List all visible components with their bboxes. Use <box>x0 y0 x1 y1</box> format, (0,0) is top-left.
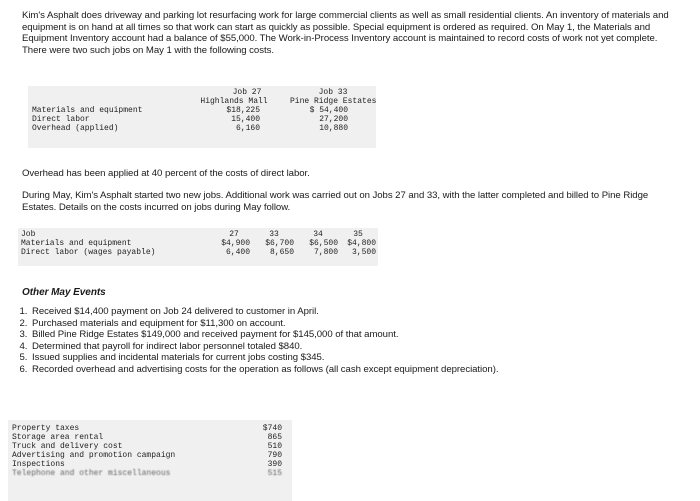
col-job33-number: Job 33 <box>318 88 348 97</box>
col-job33-name: Pine Ridge Estates <box>290 97 377 106</box>
job-col-header: 34 <box>313 230 323 239</box>
row-label: Materials and equipment <box>21 239 132 248</box>
row-label: Direct labor <box>32 115 90 124</box>
table-cell: 390 <box>267 460 282 469</box>
table-cell: 865 <box>267 433 282 442</box>
table-cell: $ 54,400 <box>309 106 348 115</box>
row-label: Truck and delivery cost <box>12 442 123 451</box>
table-cell: $6,700 <box>265 239 294 248</box>
row-label: Telephone and other miscellaneous <box>12 469 171 478</box>
table-cell: 7,800 <box>313 248 338 257</box>
row-label: Property taxes <box>12 424 80 433</box>
table-cell: 27,200 <box>319 115 348 124</box>
table-cell: $4,900 <box>221 239 250 248</box>
job-header-label: Job <box>21 230 36 239</box>
job-col-header: 33 <box>269 230 279 239</box>
table-cell: $740 <box>262 424 282 433</box>
events-heading: Other May Events <box>22 287 106 298</box>
overhead-costs-table <box>8 420 292 501</box>
row-label: Inspections <box>12 460 65 469</box>
col-job27-number: Job 27 <box>232 88 262 97</box>
table-cell: 6,400 <box>225 248 250 257</box>
event-item: 3. Billed Pine Ridge Estates $149,000 and received payment for $145,000 of that amount. <box>30 329 668 341</box>
job-col-header: 35 <box>353 230 363 239</box>
may-note: During May, Kim's Asphalt started two new jobs. Additional work was carried out on Jobs 27 and 33, with the latter completed and billed to Pine Ridge Estates. Details on the costs incurred on jobs during May follow. <box>22 190 649 213</box>
row-label: Advertising and promotion campaign <box>12 451 176 460</box>
event-item: 1. Received $14,400 payment on Job 24 delivered to customer in April. <box>30 306 668 318</box>
table-cell: $4,800 <box>347 239 376 248</box>
table-cell: 790 <box>267 451 282 460</box>
wip-table <box>28 86 376 148</box>
row-label: Direct labor (wages payable) <box>21 248 156 257</box>
job-col-header: 27 <box>229 230 239 239</box>
table-cell: 8,650 <box>269 248 294 257</box>
row-label: Storage area rental <box>12 433 104 442</box>
event-item: 5. Issued supplies and incidental materials for current jobs costing $345. <box>30 352 668 364</box>
table-cell: 510 <box>267 442 282 451</box>
overhead-note: Overhead has been applied at 40 percent of the costs of direct labor. <box>22 168 310 179</box>
may-costs-table <box>18 228 378 266</box>
event-item: 4. Determined that payroll for indirect labor personnel totaled $840. <box>30 341 668 353</box>
event-item: 2. Purchased materials and equipment for $11,300 on account. <box>30 318 668 330</box>
row-label: Materials and equipment <box>32 106 143 115</box>
table-cell: 6,160 <box>235 124 260 133</box>
table-cell: $18,225 <box>226 106 260 115</box>
table-cell: 10,880 <box>319 124 348 133</box>
intro-paragraph: Kim's Asphalt does driveway and parking lot resurfacing work for large commercial clients as well as small residential clients. An inventory of materials and equipment is on hand at all times so that work can start as quickly as possible. Special equipment is ordered as required. On May 1, the Materials and Equipment Inventory account had a balance of $55,000. The Work-in-Process Inventory account is maintained to record costs of work not yet complete. There were two such jobs on May 1 with the following costs. <box>22 10 669 56</box>
table-cell: 3,500 <box>351 248 376 257</box>
col-job27-name: Highlands Mall <box>200 97 268 106</box>
table-cell: $6,500 <box>309 239 338 248</box>
events-list <box>18 306 668 376</box>
row-label: Overhead (applied) <box>32 124 119 133</box>
table-cell: 15,400 <box>231 115 260 124</box>
event-item: 6. Recorded overhead and advertising costs for the operation as follows (all cash except equipment depreciation). <box>30 364 668 376</box>
table-cell: 515 <box>267 469 282 478</box>
